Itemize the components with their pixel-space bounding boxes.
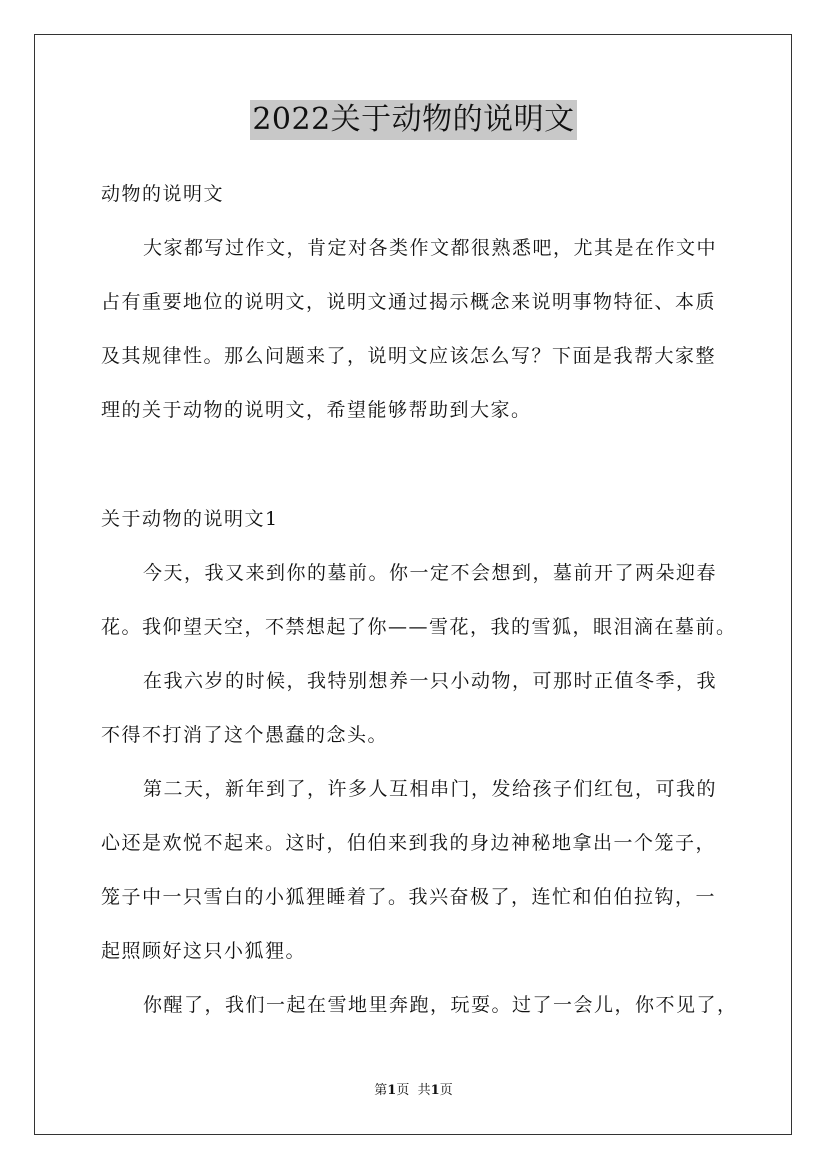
body-line: 不得不打消了这个愚蠢的念头。 bbox=[101, 724, 389, 746]
body-line: 笼子中一只雪白的小狐狸睡着了。我兴奋极了，连忙和伯伯拉钩，一 bbox=[101, 886, 717, 908]
body-line: 花。我仰望天空，不禁想起了你——雪花，我的雪狐，眼泪滴在墓前。 bbox=[101, 616, 737, 638]
body-line: 第二天，新年到了，许多人互相串门，发给孩子们红包，可我的 bbox=[143, 778, 718, 800]
section-heading: 动物的说明文 bbox=[101, 183, 225, 205]
footer-total-prefix: 共 bbox=[417, 1083, 431, 1098]
body-line: 你醒了，我们一起在雪地里奔跑，玩耍。过了一会儿，你不见了， bbox=[143, 994, 738, 1016]
footer-page-prefix: 第 bbox=[374, 1083, 388, 1098]
footer-page-number: 1 bbox=[387, 1083, 397, 1098]
intro-line: 占有重要地位的说明文，说明文通过揭示概念来说明事物特征、本质 bbox=[101, 291, 717, 313]
intro-line: 理的关于动物的说明文，希望能够帮助到大家。 bbox=[101, 399, 532, 421]
footer-total-suffix: 页 bbox=[439, 1083, 453, 1098]
article-heading: 关于动物的说明文1 bbox=[101, 508, 279, 530]
intro-line: 及其规律性。那么问题来了，说明文应该怎么写？下面是我帮大家整 bbox=[101, 345, 717, 367]
document-title: 2022关于动物的说明文 bbox=[250, 100, 576, 140]
body-line: 起照顾好这只小狐狸。 bbox=[101, 940, 307, 962]
title-container bbox=[0, 100, 827, 140]
footer-page-suffix: 页 bbox=[396, 1083, 410, 1098]
footer-total-number: 1 bbox=[430, 1083, 440, 1098]
intro-line: 大家都写过作文，肯定对各类作文都很熟悉吧，尤其是在作文中 bbox=[143, 237, 718, 259]
page-footer bbox=[0, 1082, 827, 1100]
body-line: 心还是欢悦不起来。这时，伯伯来到我的身边神秘地拿出一个笼子， bbox=[101, 832, 717, 854]
body-line: 在我六岁的时候，我特别想养一只小动物，可那时正值冬季，我 bbox=[143, 670, 718, 692]
body-line: 今天，我又来到你的墓前。你一定不会想到，墓前开了两朵迎春 bbox=[143, 562, 718, 584]
